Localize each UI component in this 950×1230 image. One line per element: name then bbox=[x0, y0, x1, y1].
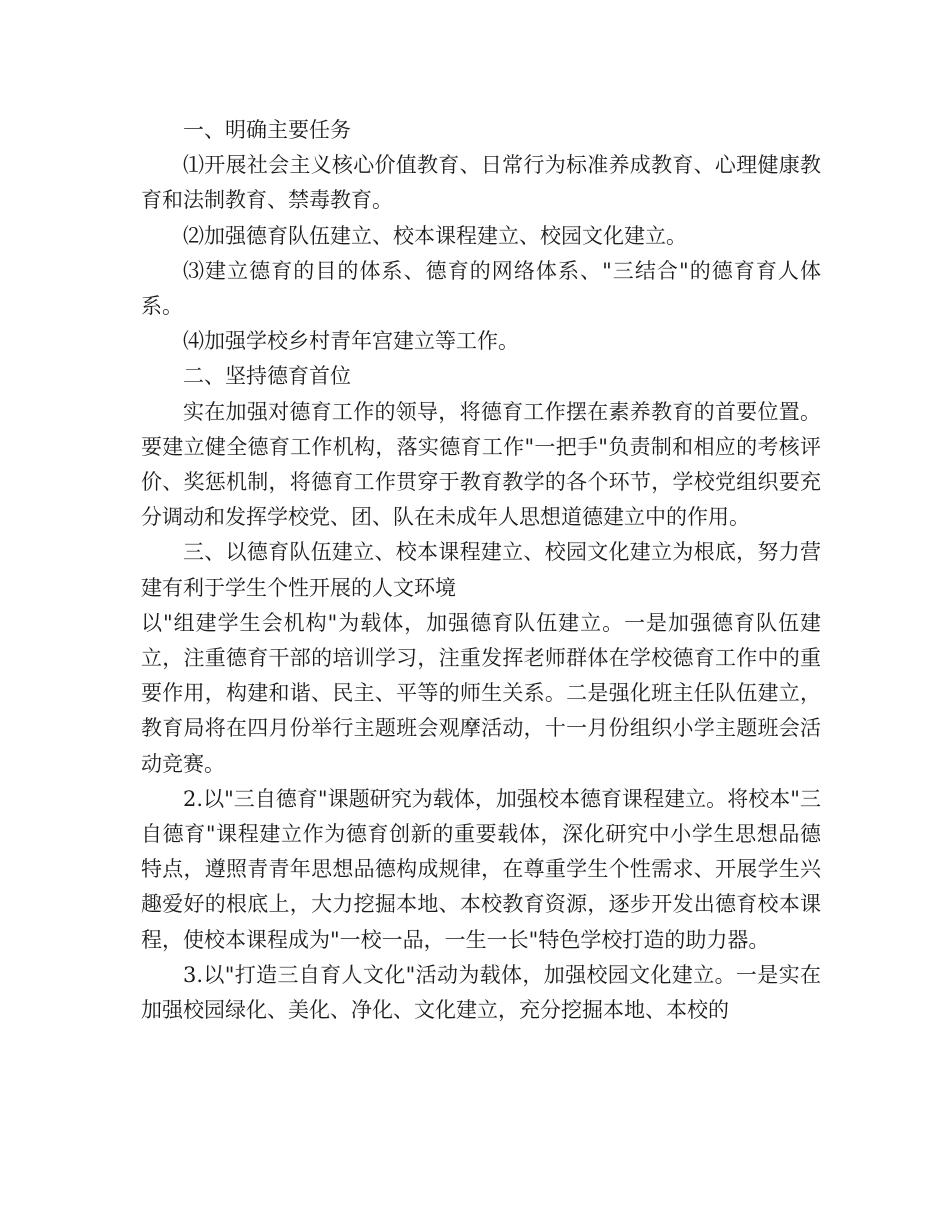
task-item-1: ⑴开展社会主义核心价值教育、日常行为标准养成教育、心理健康教育和法制教育、禁毒教育。 bbox=[141, 153, 821, 213]
task-item-2: ⑵加强德育队伍建立、校本课程建立、校园文化建立。 bbox=[183, 223, 687, 248]
document-body bbox=[141, 113, 821, 1028]
body-paragraph: 3.以"打造三自育人文化"活动为载体，加强校园文化建立。一是实在加强校园绿化、美化、净化、文化建立，充分挖掘本地、本校的 bbox=[141, 962, 821, 1023]
section-heading-1: 一、明确主要任务 bbox=[183, 118, 351, 142]
task-item-3: ⑶建立德育的目的体系、德育的网络体系、"三结合"的德育育人体系。 bbox=[141, 258, 821, 319]
body-paragraph: 以"组建学生会机构"为载体，加强德育队伍建立。一是加强德育队伍建立，注重德育干部的培训学习，注重发挥老师群体在学校德育工作中的重要作用，构建和谐、民主、平等的师生关系。二是强化班主任队伍建立，教育局将在四月份举行主题班会观摩活动，十一月份组织小学主题班会活动竞赛。 bbox=[141, 610, 821, 776]
body-paragraph: 实在加强对德育工作的领导，将德育工作摆在素养教育的首要位置。要建立健全德育工作机构，落实德育工作"一把手"负责制和相应的考核评价、奖惩机制，将德育工作贯穿于教育教学的各个环节，学校党组织要充分调动和发挥学校党、团、队在未成年人思想道德建立中的作用。 bbox=[141, 399, 821, 530]
section-heading-3: 三、以德育队伍建立、校本课程建立、校园文化建立为根底，努力营建有利于学生个性开展的人文环境 bbox=[141, 540, 821, 600]
task-item-4: ⑷加强学校乡村青年宫建立等工作。 bbox=[183, 329, 519, 354]
section-heading-2: 二、坚持德育首位 bbox=[183, 364, 351, 389]
body-paragraph: 2.以"三自德育"课题研究为载体，加强校本德育课程建立。将校本"三自德育"课程建立作为德育创新的重要载体，深化研究中小学生思想品德特点，遵照青青年思想品德构成规律，在尊重学生个性需求、开展学生兴趣爱好的根底上，大力挖掘本地、本校教育资源，逐步开发出德育校本课程，使校本课程成为"一校一品，一生一长"特色学校打造的助力器。 bbox=[141, 786, 821, 952]
